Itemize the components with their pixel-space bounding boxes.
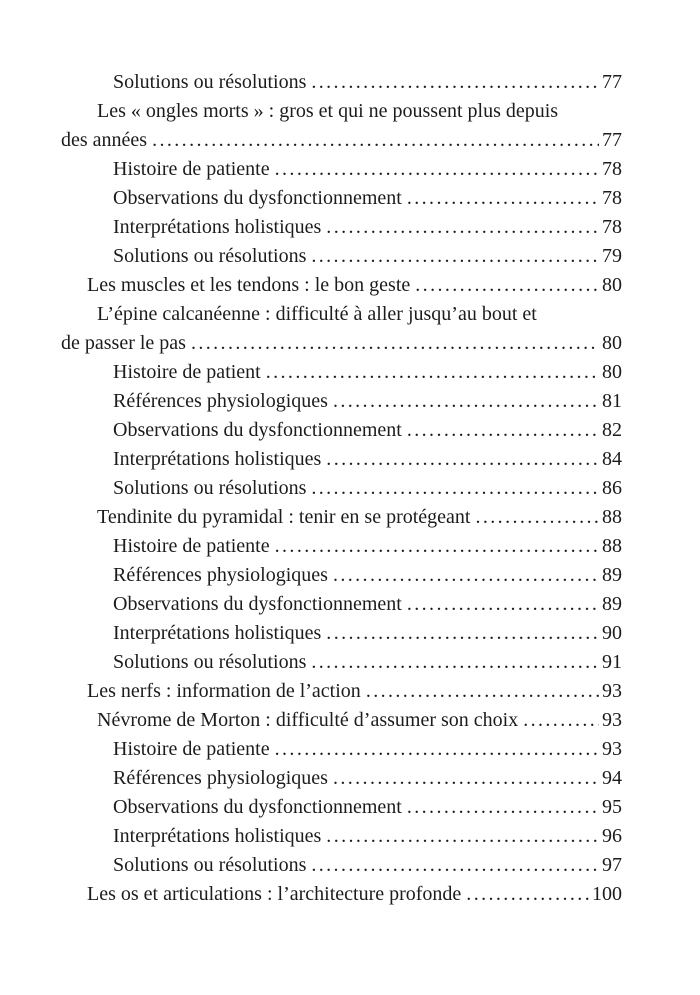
toc-entry[interactable] bbox=[61, 648, 622, 677]
toc-entry[interactable] bbox=[61, 561, 622, 590]
toc-entry[interactable] bbox=[61, 532, 622, 561]
toc-entry[interactable] bbox=[61, 619, 622, 648]
toc-entry-title: Observations du dysfonctionnement bbox=[113, 187, 402, 209]
dot-leader bbox=[311, 242, 599, 271]
toc-entry-line bbox=[61, 387, 622, 416]
toc-entry[interactable] bbox=[61, 503, 622, 532]
toc-entry-title: Solutions ou résolutions bbox=[113, 651, 307, 673]
toc-entry[interactable] bbox=[61, 271, 622, 300]
toc-entry[interactable] bbox=[61, 155, 622, 184]
dot-leader bbox=[152, 126, 599, 155]
toc-entry-line bbox=[61, 300, 622, 329]
toc-page-number: 95 bbox=[602, 796, 622, 818]
toc-entry-line bbox=[61, 619, 622, 648]
dot-leader bbox=[415, 271, 599, 300]
toc-entry[interactable] bbox=[61, 184, 622, 213]
toc-page-number: 82 bbox=[602, 419, 622, 441]
toc-entry-line bbox=[61, 880, 622, 909]
toc-entry[interactable] bbox=[61, 793, 622, 822]
dot-leader bbox=[333, 764, 599, 793]
toc-entry-line bbox=[61, 851, 622, 880]
toc-page-number: 81 bbox=[602, 390, 622, 412]
toc-entry[interactable] bbox=[61, 706, 622, 735]
toc-entry[interactable] bbox=[61, 764, 622, 793]
toc-entry-line bbox=[61, 97, 622, 126]
toc-entry-line bbox=[61, 503, 622, 532]
toc-entry-title: Interprétations holistiques bbox=[113, 622, 322, 644]
dot-leader bbox=[326, 619, 599, 648]
toc-entry-title: Histoire de patiente bbox=[113, 535, 270, 557]
toc-page-number: 86 bbox=[602, 477, 622, 499]
dot-leader bbox=[333, 561, 599, 590]
toc-entry-line bbox=[61, 764, 622, 793]
toc-page-number: 80 bbox=[602, 332, 622, 354]
toc-entry-title: L’épine calcanéenne : difficulté à aller jusqu’au bout et bbox=[97, 303, 537, 325]
toc-entry-title: Interprétations holistiques bbox=[113, 448, 322, 470]
toc-page-number: 88 bbox=[602, 535, 622, 557]
dot-leader bbox=[311, 648, 599, 677]
toc-page-number: 79 bbox=[602, 245, 622, 267]
dot-leader bbox=[311, 851, 599, 880]
toc-entry-line bbox=[61, 184, 622, 213]
toc-page-number: 94 bbox=[602, 767, 622, 789]
dot-leader bbox=[407, 184, 599, 213]
toc-page-number: 100 bbox=[592, 883, 622, 905]
toc-entry-line bbox=[61, 706, 622, 735]
toc-entry-line bbox=[61, 155, 622, 184]
dot-leader bbox=[275, 735, 599, 764]
toc-entry-line bbox=[61, 648, 622, 677]
dot-leader bbox=[523, 706, 599, 735]
toc-page-number: 77 bbox=[602, 71, 622, 93]
toc-entry-title: Les nerfs : information de l’action bbox=[87, 680, 361, 702]
toc-entry-line bbox=[61, 126, 622, 155]
toc-page-number: 78 bbox=[602, 187, 622, 209]
toc-entry[interactable] bbox=[61, 213, 622, 242]
dot-leader bbox=[275, 155, 599, 184]
toc-entry-title: Histoire de patiente bbox=[113, 738, 270, 760]
toc-entry[interactable] bbox=[61, 97, 622, 155]
dot-leader bbox=[466, 880, 589, 909]
toc-entry-title: Névrome de Morton : difficulté d’assumer son choix bbox=[97, 709, 519, 731]
toc-page-number: 78 bbox=[602, 216, 622, 238]
toc-entry-title: Observations du dysfonctionnement bbox=[113, 593, 402, 615]
toc-entry-title: Histoire de patient bbox=[113, 361, 261, 383]
toc-entry[interactable] bbox=[61, 474, 622, 503]
toc-entry-title: Solutions ou résolutions bbox=[113, 71, 307, 93]
toc-entry-title: Interprétations holistiques bbox=[113, 825, 322, 847]
dot-leader bbox=[326, 822, 599, 851]
toc-entry-line bbox=[61, 271, 622, 300]
toc-page-number: 77 bbox=[602, 129, 622, 151]
toc-page-number: 88 bbox=[602, 506, 622, 528]
dot-leader bbox=[407, 416, 599, 445]
dot-leader bbox=[326, 445, 599, 474]
toc-page-number: 97 bbox=[602, 854, 622, 876]
toc-entry-line bbox=[61, 213, 622, 242]
toc-entry-line bbox=[61, 822, 622, 851]
toc-entry-title: Observations du dysfonctionnement bbox=[113, 796, 402, 818]
toc-entry-line bbox=[61, 532, 622, 561]
table-of-contents bbox=[61, 68, 622, 909]
toc-entry-title: Histoire de patiente bbox=[113, 158, 270, 180]
toc-entry[interactable] bbox=[61, 445, 622, 474]
toc-entry[interactable] bbox=[61, 851, 622, 880]
toc-entry[interactable] bbox=[61, 242, 622, 271]
toc-entry-title: Références physiologiques bbox=[113, 767, 328, 789]
toc-page-number: 96 bbox=[602, 825, 622, 847]
toc-entry[interactable] bbox=[61, 677, 622, 706]
toc-entry[interactable] bbox=[61, 387, 622, 416]
toc-entry[interactable] bbox=[61, 880, 622, 909]
toc-page-number: 84 bbox=[602, 448, 622, 470]
toc-entry-line bbox=[61, 677, 622, 706]
dot-leader bbox=[191, 329, 599, 358]
toc-entry-title: Les os et articulations : l’architecture profonde bbox=[87, 883, 462, 905]
toc-page-number: 93 bbox=[602, 680, 622, 702]
dot-leader bbox=[311, 474, 599, 503]
toc-entry[interactable] bbox=[61, 416, 622, 445]
toc-page-number: 78 bbox=[602, 158, 622, 180]
toc-entry-line bbox=[61, 358, 622, 387]
toc-entry-line bbox=[61, 68, 622, 97]
dot-leader bbox=[326, 213, 599, 242]
toc-entry-line bbox=[61, 561, 622, 590]
dot-leader bbox=[407, 793, 599, 822]
toc-page-number: 93 bbox=[602, 738, 622, 760]
toc-entry-title: Solutions ou résolutions bbox=[113, 245, 307, 267]
toc-entry-title: des années bbox=[61, 129, 148, 151]
toc-page-number: 89 bbox=[602, 593, 622, 615]
toc-page-number: 80 bbox=[602, 274, 622, 296]
toc-entry-title: de passer le pas bbox=[61, 332, 186, 354]
toc-entry-line bbox=[61, 735, 622, 764]
dot-leader bbox=[333, 387, 599, 416]
dot-leader bbox=[366, 677, 599, 706]
toc-entry-line bbox=[61, 445, 622, 474]
toc-entry-line bbox=[61, 474, 622, 503]
dot-leader bbox=[275, 532, 599, 561]
toc-entry-line bbox=[61, 793, 622, 822]
toc-entry-line bbox=[61, 590, 622, 619]
toc-entry-title: Tendinite du pyramidal : tenir en se protégeant bbox=[97, 506, 471, 528]
dot-leader bbox=[311, 68, 599, 97]
toc-entry-title: Références physiologiques bbox=[113, 390, 328, 412]
toc-entry-title: Interprétations holistiques bbox=[113, 216, 322, 238]
toc-entry-title: Solutions ou résolutions bbox=[113, 477, 307, 499]
toc-entry-line bbox=[61, 416, 622, 445]
toc-entry[interactable] bbox=[61, 735, 622, 764]
toc-page-number: 91 bbox=[602, 651, 622, 673]
toc-entry-title: Observations du dysfonctionnement bbox=[113, 419, 402, 441]
dot-leader bbox=[407, 590, 599, 619]
toc-entry[interactable] bbox=[61, 822, 622, 851]
dot-leader bbox=[266, 358, 599, 387]
toc-entry-title: Références physiologiques bbox=[113, 564, 328, 586]
toc-page-number: 90 bbox=[602, 622, 622, 644]
toc-page-number: 93 bbox=[602, 709, 622, 731]
toc-page-number: 89 bbox=[602, 564, 622, 586]
toc-entry-title: Les « ongles morts » : gros et qui ne poussent plus depuis bbox=[97, 100, 559, 122]
toc-entry[interactable] bbox=[61, 68, 622, 97]
toc-entry[interactable] bbox=[61, 300, 622, 358]
toc-entry-title: Les muscles et les tendons : le bon geste bbox=[87, 274, 411, 296]
toc-page-number: 80 bbox=[602, 361, 622, 383]
toc-entry[interactable] bbox=[61, 358, 622, 387]
toc-entry-line bbox=[61, 329, 622, 358]
toc-entry[interactable] bbox=[61, 590, 622, 619]
toc-entry-title: Solutions ou résolutions bbox=[113, 854, 307, 876]
dot-leader bbox=[475, 503, 599, 532]
toc-entry-line bbox=[61, 242, 622, 271]
